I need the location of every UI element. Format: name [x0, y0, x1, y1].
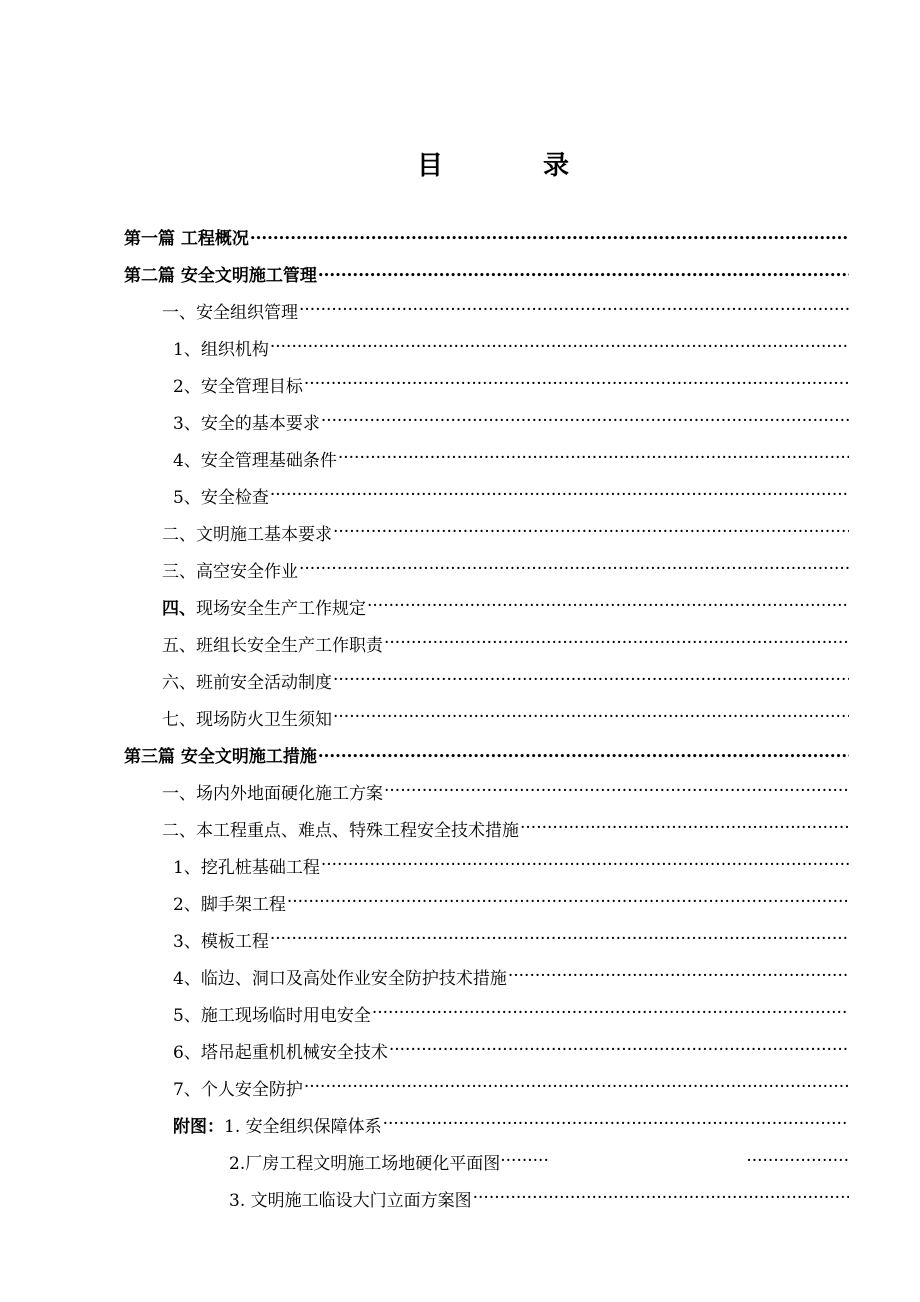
leader-dots — [270, 485, 849, 505]
toc-entry[interactable]: 2、安全管理目标 ····· — [173, 366, 849, 402]
toc-entry[interactable]: 6、塔吊起重机机械安全技术 ····· — [173, 1032, 849, 1068]
leader-dots — [333, 522, 849, 542]
leader-dots — [508, 966, 849, 986]
toc-entry[interactable]: 4、临边、洞口及高处作业安全防护技术措施 ····· — [173, 958, 849, 994]
toc-entry-part-3[interactable]: 第三篇 安全文明施工措施 ••••• — [124, 736, 849, 772]
toc-entry[interactable]: 五、班组长安全生产工作职责 ····· — [162, 625, 849, 661]
toc-entry[interactable]: 四、 现场安全生产工作规定 ····· — [162, 588, 849, 624]
leader-dots — [338, 448, 849, 468]
leader-dots — [473, 1188, 849, 1208]
toc-entry-appendix[interactable]: 3. 文明施工临设大门立面方案图 ····· — [229, 1180, 849, 1216]
leader-dots — [372, 1003, 849, 1023]
leader-dots — [367, 596, 849, 616]
toc-entry-part-1[interactable]: 第一篇 工程概况 ••••• — [124, 218, 849, 254]
leader-dots — [321, 411, 849, 431]
leader-dots — [384, 781, 849, 801]
leader-dots — [318, 744, 849, 764]
leader-dots — [304, 374, 849, 394]
toc-entry[interactable]: 二、文明施工基本要求 ····· — [162, 514, 849, 550]
toc-entry[interactable]: 2、脚手架工程 ····· — [173, 884, 849, 920]
leader-dots — [270, 929, 849, 949]
leader-dots — [520, 818, 849, 838]
page-title — [0, 145, 920, 185]
leader-dots — [321, 855, 849, 875]
leader-dots — [333, 707, 849, 727]
toc-entry[interactable]: 4、安全管理基础条件 ····· — [173, 440, 849, 476]
leader-dots — [383, 1114, 849, 1134]
leader-dots — [287, 892, 849, 912]
toc-entry-appendix[interactable]: 2.厂房工程文明施工场地硬化平面图 ········· ··················· — [229, 1151, 849, 1174]
toc-entry[interactable]: 5、安全检查 ····· — [173, 477, 849, 513]
title-char-2: 录 — [543, 151, 570, 181]
leader-dots: ··················· — [746, 1151, 849, 1171]
toc-entry[interactable]: 七、现场防火卫生须知 ····· — [162, 699, 849, 735]
toc-entry-part-2[interactable]: 第二篇 安全文明施工管理 ••••• — [124, 255, 849, 291]
toc-entry[interactable]: 1、组织机构 ····· — [173, 329, 849, 365]
leader-dots: ········· — [500, 1151, 549, 1171]
toc-entry[interactable]: 三、高空安全作业 ····· — [162, 551, 849, 587]
title-char-1: 目 — [417, 151, 444, 181]
toc-entry[interactable]: 一、安全组织管理 ····· — [162, 292, 849, 328]
toc-entry[interactable]: 3、安全的基本要求 ····· — [173, 403, 849, 439]
leader-dots — [270, 337, 849, 357]
leader-dots — [389, 1040, 849, 1060]
leader-dots — [384, 633, 849, 653]
leader-dots — [333, 670, 849, 690]
toc-entry[interactable]: 7、个人安全防护 ····· — [173, 1069, 849, 1105]
leader-dots — [299, 559, 849, 579]
leader-dots — [299, 300, 849, 320]
toc-entry[interactable]: 3、模板工程 ····· — [173, 921, 849, 957]
leader-dots — [318, 263, 849, 283]
toc-entry-appendix[interactable]: 附图： 1. 安全组织保障体系 ····· — [173, 1106, 849, 1142]
leader-dots — [304, 1077, 849, 1097]
toc-entry[interactable]: 1、挖孔桩基础工程 ····· — [173, 847, 849, 883]
toc-entry[interactable]: 二、本工程重点、难点、特殊工程安全技术措施 ····· — [162, 810, 849, 846]
toc-entry[interactable]: 六、班前安全活动制度 ····· — [162, 662, 849, 698]
toc-entry[interactable]: 一、场内外地面硬化施工方案 ····· — [162, 773, 849, 809]
leader-dots — [250, 226, 849, 246]
toc-entry[interactable]: 5、施工现场临时用电安全 ····· — [173, 995, 849, 1031]
